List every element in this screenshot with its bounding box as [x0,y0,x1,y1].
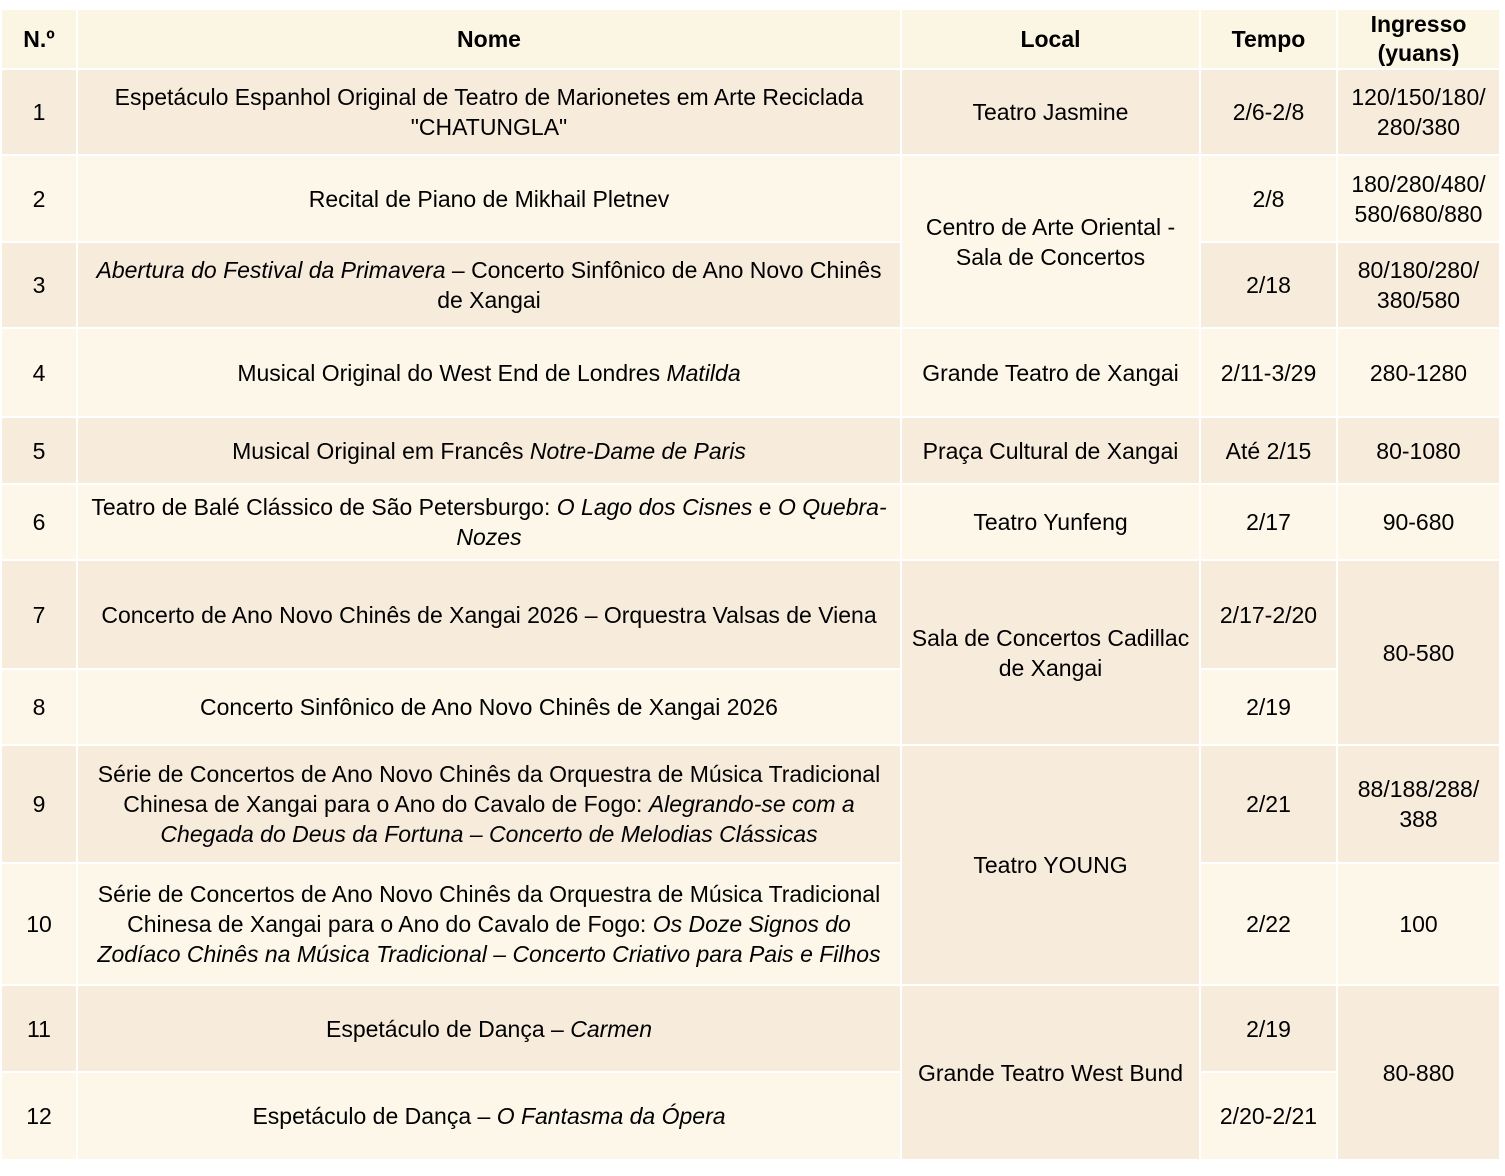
table-row [2,243,1499,327]
row-ticket: 80/180/280/ 380/580 [1338,243,1499,327]
title-italic-text: O Quebra-Nozes [456,494,887,550]
row-num: 7 [2,561,76,668]
table-row [2,1073,1499,1159]
row-ticket: 80-580 [1338,561,1499,744]
row-ticket: 120/150/180/ 280/380 [1338,70,1499,154]
row-name [78,485,900,559]
row-time: 2/18 [1201,243,1336,327]
row-num: 10 [2,864,76,984]
row-time: 2/17-2/20 [1201,561,1336,668]
title-text: Musical Original do West End de Londres [237,359,667,386]
row-local: Teatro Jasmine [902,70,1199,154]
row-local: Centro de Arte Oriental - Sala de Concertos [902,156,1199,327]
row-local: Grande Teatro West Bund [902,986,1199,1159]
title-italic-text: O Lago dos Cisnes [556,494,753,520]
events-table-container [2,10,1503,1159]
title-text: Concerto de Ano Novo Chinês de Xangai 2026 – Orquestra Valsas de Viena [101,601,877,628]
row-num: 12 [2,1073,76,1159]
row-ticket: 80-880 [1338,986,1499,1159]
title-text: e [752,494,778,520]
row-ticket: 180/280/480/ 580/680/880 [1338,156,1499,241]
row-time: Até 2/15 [1201,418,1336,483]
row-num: 3 [2,243,76,327]
title-italic-text: Os Doze Signos do Zodíaco Chinês na Música Tradicional – Concerto Criativo para Pais e Filhos [97,911,881,967]
row-num: 5 [2,418,76,483]
title-text: Teatro de Balé Clássico de São Petersburgo: [91,494,557,520]
header-row [2,10,1499,68]
row-name [78,1073,900,1159]
title-text: Musical Original em Francês [232,437,530,464]
row-ticket: 100 [1338,864,1499,984]
header-num: N.º [2,10,76,68]
row-time: 2/17 [1201,485,1336,559]
row-num: 11 [2,986,76,1071]
title-text: Espetáculo de Dança – [252,1103,497,1129]
row-local: Teatro YOUNG [902,746,1199,984]
row-name [78,329,900,416]
row-name [78,156,900,241]
title-text: Espetáculo Espanhol Original de Teatro de Marionetes em Arte Reciclada "CHATUNGLA" [114,84,864,140]
header-ticket: Ingresso (yuans) [1338,10,1499,68]
title-text: Recital de Piano de Mikhail Pletnev [308,185,670,212]
events-table [0,8,1501,1161]
title-italic-text: Abertura do Festival da Primavera [96,257,446,283]
row-local: Sala de Concertos Cadillac de Xangai [902,561,1199,744]
title-text: Série de Concertos de Ano Novo Chinês da Orquestra de Música Tradicional Chinesa de Xangai para o Ano do Cavalo de Fogo: [97,761,881,817]
row-ticket: 90-680 [1338,485,1499,559]
header-name: Nome [78,10,900,68]
row-num: 4 [2,329,76,416]
table-row [2,485,1499,559]
row-time: 2/19 [1201,670,1336,744]
title-italic-text: Matilda [666,359,741,386]
table-row [2,561,1499,668]
row-local: Praça Cultural de Xangai [902,418,1199,483]
title-italic-text: Notre-Dame de Paris [529,437,746,464]
table-row [2,329,1499,416]
row-num: 9 [2,746,76,862]
table-row [2,986,1499,1071]
row-num: 6 [2,485,76,559]
title-text: – Concerto Sinfônico de Ano Novo Chinês de Xangai [437,257,882,313]
table-row [2,670,1499,744]
title-italic-text: Carmen [570,1015,653,1042]
row-name [78,864,900,984]
row-name [78,746,900,862]
row-time: 2/11-3/29 [1201,329,1336,416]
title-text: Espetáculo de Dança – [325,1015,571,1042]
header-time: Tempo [1201,10,1336,68]
row-name [78,70,900,154]
row-name [78,418,900,483]
header-local: Local [902,10,1199,68]
row-name [78,561,900,668]
row-num: 8 [2,670,76,744]
row-time: 2/22 [1201,864,1336,984]
row-ticket: 88/188/288/ 388 [1338,746,1499,862]
row-time: 2/21 [1201,746,1336,862]
row-name [78,986,900,1071]
row-num: 2 [2,156,76,241]
row-time: 2/8 [1201,156,1336,241]
title-text: Série de Concertos de Ano Novo Chinês da Orquestra de Música Tradicional Chinesa de Xangai para o Ano do Cavalo de Fogo: [97,881,881,937]
table-row [2,156,1499,241]
row-time: 2/20-2/21 [1201,1073,1336,1159]
table-row [2,746,1499,862]
row-name [78,670,900,744]
table-row [2,70,1499,154]
title-italic-text: O Fantasma da Ópera [496,1103,726,1129]
title-italic-text: Alegrando-se com a Chegada do Deus da Fortuna – Concerto de Melodias Clássicas [160,791,855,847]
row-ticket: 280-1280 [1338,329,1499,416]
title-text: Concerto Sinfônico de Ano Novo Chinês de Xangai 2026 [200,694,778,720]
row-ticket: 80-1080 [1338,418,1499,483]
row-name [78,243,900,327]
row-local: Grande Teatro de Xangai [902,329,1199,416]
row-local: Teatro Yunfeng [902,485,1199,559]
table-row [2,864,1499,984]
table-row [2,418,1499,483]
row-time: 2/19 [1201,986,1336,1071]
row-time: 2/6-2/8 [1201,70,1336,154]
row-num: 1 [2,70,76,154]
